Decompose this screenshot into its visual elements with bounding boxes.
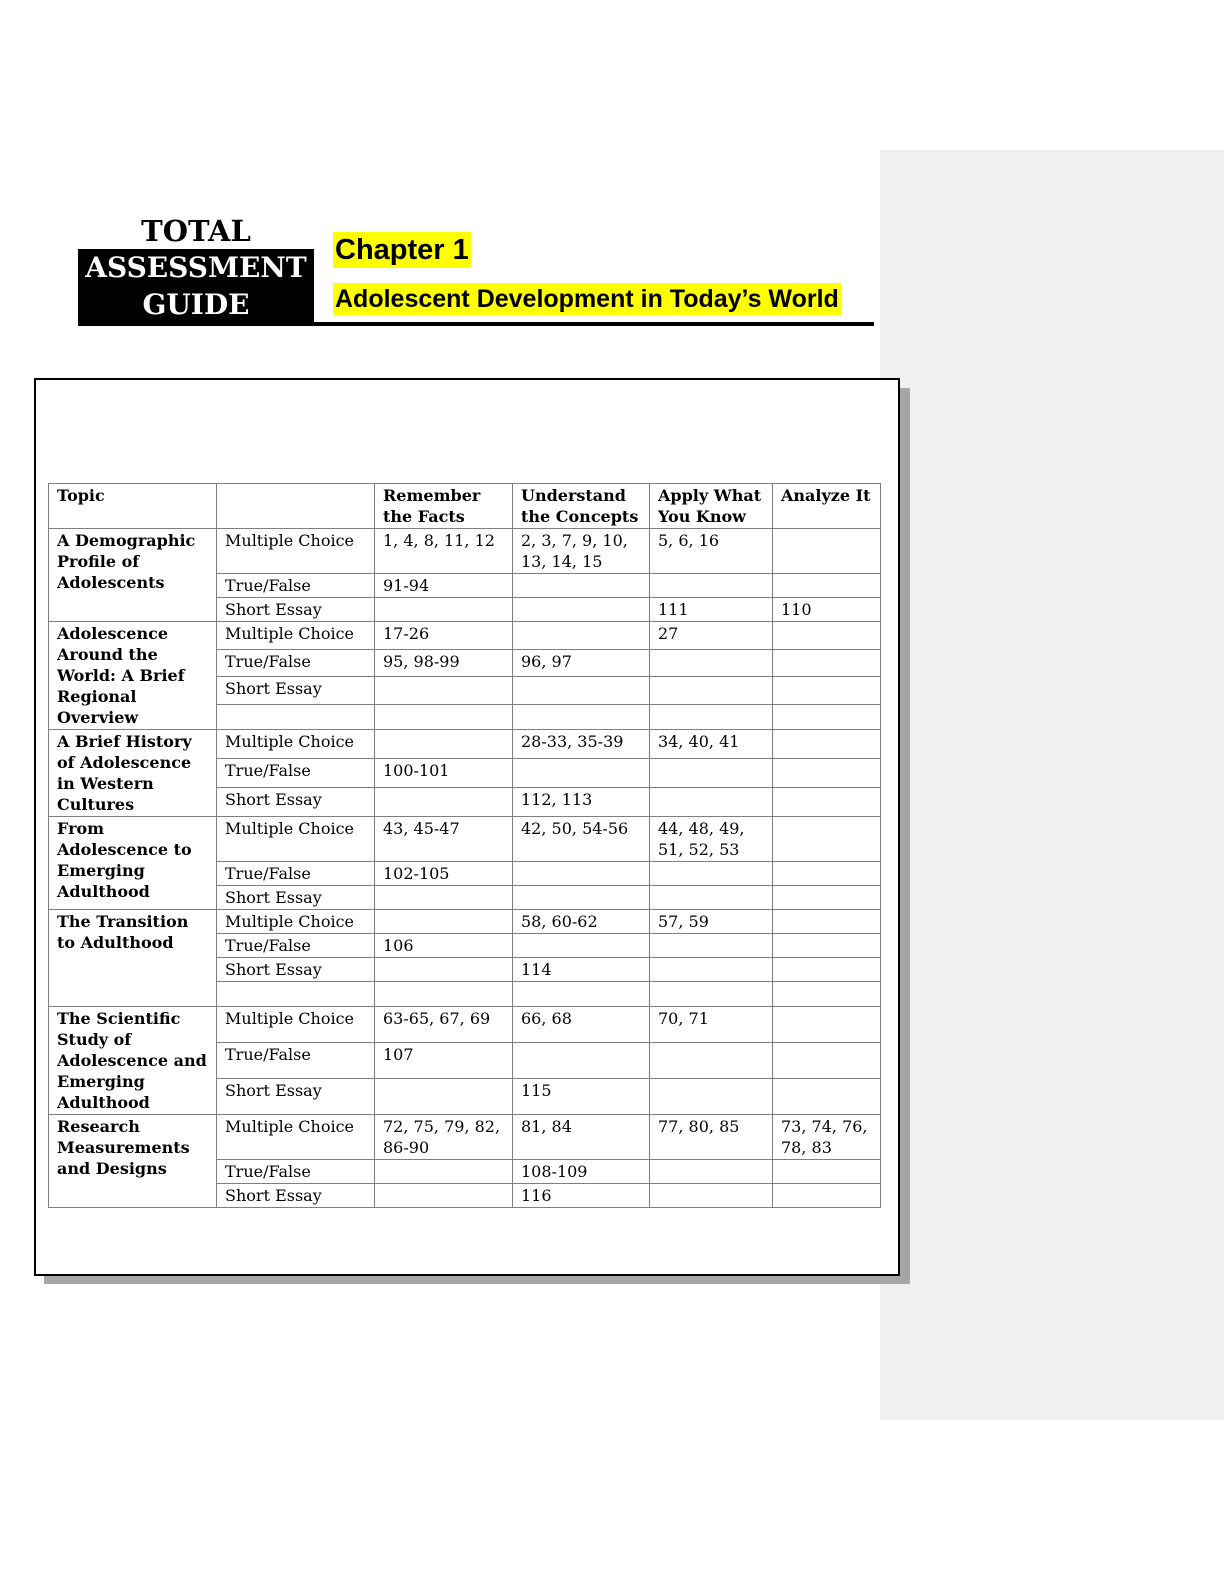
question-type-cell: Short Essay [217,1079,375,1115]
question-type-cell: Short Essay [217,677,375,705]
question-numbers-cell [375,1184,513,1208]
question-type-cell: True/False [217,1043,375,1079]
question-type-cell: Short Essay [217,598,375,622]
question-type-cell: Multiple Choice [217,817,375,862]
column-header [217,484,375,529]
table-row [49,730,881,759]
question-numbers-cell: 106 [375,934,513,958]
question-numbers-cell [773,649,881,677]
question-numbers-cell [375,730,513,759]
guide-tag-total: TOTAL [141,214,251,248]
question-numbers-cell: 110 [773,598,881,622]
assessment-table-body [49,484,881,1208]
chapter-title: Adolescent Development in Today’s World [335,285,839,313]
topic-cell: A Demographic Profile of Adolescents [49,529,217,622]
guide-tag-box [78,249,314,323]
topic-cell: The Transition to Adulthood [49,910,217,1007]
question-numbers-cell: 102-105 [375,862,513,886]
question-type-cell [217,982,375,1007]
table-row [49,910,881,934]
question-numbers-cell: 81, 84 [513,1115,650,1160]
question-numbers-cell [513,705,650,730]
question-numbers-cell: 17-26 [375,622,513,650]
column-header: Topic [49,484,217,529]
topic-cell: Research Measurements and Designs [49,1115,217,1208]
question-numbers-cell [773,886,881,910]
question-numbers-cell: 114 [513,958,650,982]
question-numbers-cell: 112, 113 [513,788,650,817]
question-numbers-cell [773,1079,881,1115]
table-row [49,1115,881,1160]
question-numbers-cell: 5, 6, 16 [650,529,773,574]
question-type-cell: Multiple Choice [217,730,375,759]
question-numbers-cell: 57, 59 [650,910,773,934]
question-numbers-cell [773,958,881,982]
question-type-cell: True/False [217,649,375,677]
question-numbers-cell [650,862,773,886]
table-row [49,817,881,862]
question-numbers-cell [650,958,773,982]
question-numbers-cell: 58, 60-62 [513,910,650,934]
question-numbers-cell [375,982,513,1007]
question-numbers-cell: 111 [650,598,773,622]
question-type-cell: True/False [217,759,375,788]
question-numbers-cell: 96, 97 [513,649,650,677]
table-header-row [49,484,881,529]
question-numbers-cell [650,649,773,677]
question-numbers-cell [375,1160,513,1184]
question-numbers-cell [650,705,773,730]
question-numbers-cell [650,1184,773,1208]
question-numbers-cell: 77, 80, 85 [650,1115,773,1160]
chapter-number: Chapter 1 [335,234,469,266]
question-numbers-cell [773,817,881,862]
question-numbers-cell [375,1079,513,1115]
question-numbers-cell [513,862,650,886]
topic-cell: From Adolescence to Emerging Adulthood [49,817,217,910]
question-numbers-cell [650,934,773,958]
question-numbers-cell [650,1160,773,1184]
question-numbers-cell: 95, 98-99 [375,649,513,677]
question-numbers-cell [513,759,650,788]
question-numbers-cell [773,982,881,1007]
question-numbers-cell: 2, 3, 7, 9, 10, 13, 14, 15 [513,529,650,574]
table-row [49,622,881,650]
question-numbers-cell [773,574,881,598]
question-numbers-cell: 34, 40, 41 [650,730,773,759]
assessment-table [48,483,881,1208]
table-row [49,1007,881,1043]
question-numbers-cell [513,622,650,650]
question-numbers-cell [773,788,881,817]
question-numbers-cell [650,574,773,598]
question-numbers-cell: 73, 74, 76, 78, 83 [773,1115,881,1160]
question-numbers-cell: 100-101 [375,759,513,788]
question-type-cell: Multiple Choice [217,910,375,934]
question-numbers-cell [650,788,773,817]
column-header: Apply What You Know [650,484,773,529]
question-numbers-cell [773,622,881,650]
question-numbers-cell: 107 [375,1043,513,1079]
question-numbers-cell: 116 [513,1184,650,1208]
question-numbers-cell [375,958,513,982]
question-type-cell: Short Essay [217,788,375,817]
question-numbers-cell: 91-94 [375,574,513,598]
topic-cell: Adolescence Around the World: A Brief Regional Overview [49,622,217,730]
question-numbers-cell [513,574,650,598]
question-type-cell: Multiple Choice [217,622,375,650]
question-numbers-cell: 43, 45-47 [375,817,513,862]
guide-tag-assessment: ASSESSMENT [85,251,307,284]
question-numbers-cell: 27 [650,622,773,650]
margin-comment-panel [880,150,1224,1420]
question-type-cell: Short Essay [217,958,375,982]
question-numbers-cell [773,730,881,759]
question-numbers-cell: 72, 75, 79, 82, 86-90 [375,1115,513,1160]
question-numbers-cell [650,1043,773,1079]
question-numbers-cell [773,910,881,934]
question-numbers-cell [773,1007,881,1043]
question-numbers-cell [773,1160,881,1184]
question-type-cell: Multiple Choice [217,1115,375,1160]
question-numbers-cell [773,862,881,886]
question-numbers-cell [773,677,881,705]
question-type-cell: Short Essay [217,886,375,910]
question-numbers-cell [513,598,650,622]
question-numbers-cell [375,886,513,910]
question-numbers-cell [375,705,513,730]
question-numbers-cell [773,1184,881,1208]
question-numbers-cell [773,529,881,574]
question-numbers-cell: 1, 4, 8, 11, 12 [375,529,513,574]
question-numbers-cell [513,886,650,910]
question-numbers-cell [650,677,773,705]
question-type-cell: Short Essay [217,1184,375,1208]
question-numbers-cell [773,934,881,958]
question-numbers-cell: 115 [513,1079,650,1115]
question-numbers-cell [773,705,881,730]
question-numbers-cell [375,910,513,934]
column-header: Analyze It [773,484,881,529]
question-numbers-cell [375,788,513,817]
question-numbers-cell: 28-33, 35-39 [513,730,650,759]
question-numbers-cell [650,886,773,910]
question-numbers-cell: 63-65, 67, 69 [375,1007,513,1043]
question-numbers-cell [773,759,881,788]
question-type-cell: True/False [217,574,375,598]
question-type-cell: Multiple Choice [217,1007,375,1043]
question-numbers-cell [650,759,773,788]
question-numbers-cell [513,934,650,958]
column-header: Remember the Facts [375,484,513,529]
question-numbers-cell [513,677,650,705]
header-rule [78,322,874,326]
question-numbers-cell [375,677,513,705]
question-type-cell: Multiple Choice [217,529,375,574]
table-row [49,529,881,574]
column-header: Understand the Concepts [513,484,650,529]
question-type-cell: True/False [217,1160,375,1184]
question-numbers-cell: 108-109 [513,1160,650,1184]
question-type-cell [217,705,375,730]
question-numbers-cell [513,1043,650,1079]
question-numbers-cell [773,1043,881,1079]
question-type-cell: True/False [217,862,375,886]
question-numbers-cell: 66, 68 [513,1007,650,1043]
question-numbers-cell [513,982,650,1007]
question-type-cell: True/False [217,934,375,958]
question-numbers-cell: 44, 48, 49, 51, 52, 53 [650,817,773,862]
question-numbers-cell: 70, 71 [650,1007,773,1043]
topic-cell: The Scientific Study of Adolescence and Emerging Adulthood [49,1007,217,1115]
guide-tag-guide: GUIDE [142,288,250,321]
question-numbers-cell [650,1079,773,1115]
question-numbers-cell [375,598,513,622]
question-numbers-cell: 42, 50, 54-56 [513,817,650,862]
topic-cell: A Brief History of Adolescence in Western Cultures [49,730,217,817]
question-numbers-cell [650,982,773,1007]
